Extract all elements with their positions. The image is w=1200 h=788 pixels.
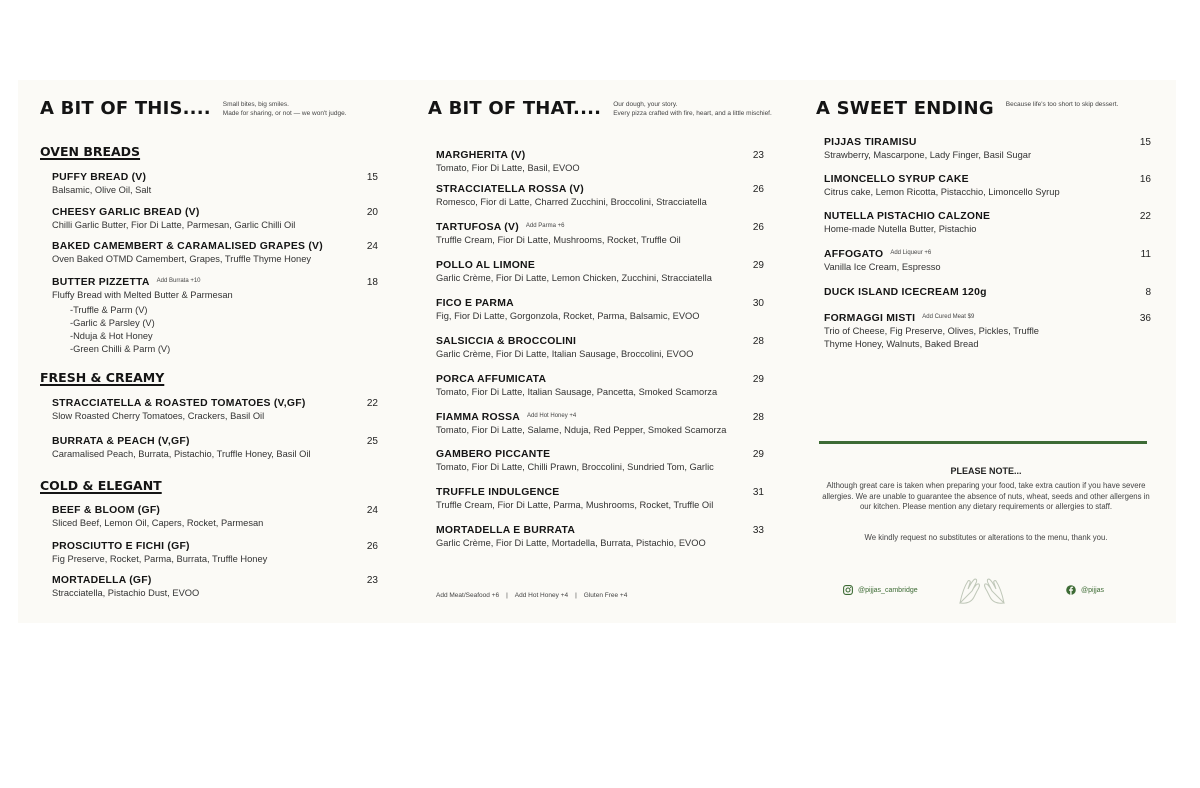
column-tagline: Because life's too short to skip dessert. bbox=[1005, 101, 1119, 108]
facebook-handle[interactable]: @pijjas bbox=[1066, 585, 1104, 595]
item-name: MARGHERITA (V) bbox=[436, 150, 526, 161]
item-price: 16 bbox=[1139, 174, 1151, 185]
item-name: FIAMMA ROSSA bbox=[436, 412, 521, 423]
item-price: 22 bbox=[366, 398, 378, 409]
item-name: LIMONCELLO SYRUP CAKE bbox=[824, 174, 969, 185]
item-price: 23 bbox=[752, 150, 764, 161]
menu-item bbox=[52, 436, 378, 461]
column-header bbox=[816, 98, 1166, 119]
menu-item bbox=[824, 211, 1151, 236]
item-description: Caramalised Peach, Burrata, Pistachio, Truffle Honey, Basil Oil bbox=[52, 449, 311, 459]
column-title: A BIT OF THAT.... bbox=[428, 98, 602, 119]
item-name: TARTUFOSA (V) bbox=[436, 222, 519, 233]
item-price: 18 bbox=[366, 277, 378, 288]
item-name: STRACCIATELLA & ROASTED TOMATOES (V,GF) bbox=[52, 398, 306, 409]
item-name: PORCA AFFUMICATA bbox=[436, 374, 547, 385]
menu-item bbox=[436, 374, 764, 399]
item-description: Garlic Crème, Fior Di Latte, Lemon Chicken, Zucchini, Stracciatella bbox=[436, 273, 712, 283]
item-name: MORTADELLA (GF) bbox=[52, 575, 152, 586]
item-description: Truffle Cream, Fior Di Latte, Parma, Mushrooms, Rocket, Truffle Oil bbox=[436, 500, 714, 510]
item-price: 26 bbox=[366, 541, 378, 552]
item-description: Balsamic, Olive Oil, Salt bbox=[52, 185, 152, 195]
item-description: Vanilla Ice Cream, Espresso bbox=[824, 262, 941, 272]
item-name: BEEF & BLOOM (GF) bbox=[52, 505, 161, 516]
item-name: PUFFY BREAD (V) bbox=[52, 172, 147, 183]
item-description: Truffle Cream, Fior Di Latte, Mushrooms, Rocket, Truffle Oil bbox=[436, 235, 681, 245]
item-description: Chilli Garlic Butter, Fior Di Latte, Parmesan, Garlic Chilli Oil bbox=[52, 220, 296, 230]
item-price: 28 bbox=[752, 412, 764, 423]
menu-item bbox=[52, 575, 378, 600]
item-name: GAMBERO PICCANTE bbox=[436, 449, 551, 460]
menu-item bbox=[824, 287, 1151, 298]
item-price: 23 bbox=[366, 575, 378, 586]
item-name: TRUFFLE INDULGENCE bbox=[436, 487, 560, 498]
allergy-note-title: PLEASE NOTE... bbox=[950, 466, 1022, 476]
item-price: 15 bbox=[366, 172, 378, 183]
menu-item bbox=[436, 184, 764, 209]
item-price: 20 bbox=[366, 207, 378, 218]
item-price: 22 bbox=[1139, 211, 1151, 222]
item-addon: Add Liqueur +6 bbox=[890, 250, 932, 256]
item-addon: Add Hot Honey +4 bbox=[527, 413, 577, 419]
item-price: 11 bbox=[1140, 249, 1151, 260]
menu-item bbox=[52, 172, 378, 197]
item-description: Tomato, Fior Di Latte, Chilli Prawn, Broccolini, Sundried Tom, Garlic bbox=[436, 462, 714, 472]
menu-item bbox=[436, 412, 764, 437]
item-description: Home-made Nutella Butter, Pistachio bbox=[824, 224, 977, 234]
item-description: Fig Preserve, Rocket, Parma, Burrata, Truffle Honey bbox=[52, 554, 268, 564]
column-tagline: Small bites, big smiles. Made for sharing, or not — we won't judge. bbox=[222, 101, 347, 117]
item-description: Romesco, Fior di Latte, Charred Zucchini, Broccolini, Stracciatella bbox=[436, 197, 707, 207]
item-price: 36 bbox=[1139, 313, 1151, 324]
item-name: PIJJAS TIRAMISU bbox=[824, 137, 917, 148]
item-description: Tomato, Fior Di Latte, Italian Sausage, Pancetta, Smoked Scamorza bbox=[436, 387, 718, 397]
item-name: BUTTER PIZZETTA bbox=[52, 277, 150, 288]
column-header bbox=[40, 98, 373, 119]
menu-item bbox=[824, 249, 1151, 274]
menu-item bbox=[436, 150, 764, 175]
menu-item bbox=[52, 398, 378, 423]
item-description: Trio of Cheese, Fig Preserve, Olives, Pickles, Truffle Thyme Honey, Walnuts, Baked Bread bbox=[824, 326, 1039, 349]
item-description: Slow Roasted Cherry Tomatoes, Crackers, Basil Oil bbox=[52, 411, 265, 421]
option: -Truffle & Parm (V) bbox=[70, 304, 148, 315]
item-description: Tomato, Fior Di Latte, Basil, EVOO bbox=[436, 163, 580, 173]
menu-item bbox=[824, 313, 1151, 350]
extras-note: Add Meat/Seafood +6 | Add Hot Honey +4 | Gluten Free +4 bbox=[436, 592, 628, 599]
item-name: STRACCIATELLA ROSSA (V) bbox=[436, 184, 584, 195]
item-description: Sliced Beef, Lemon Oil, Capers, Rocket, Parmesan bbox=[52, 518, 264, 528]
instagram-icon bbox=[843, 585, 853, 595]
item-description: Citrus cake, Lemon Ricotta, Pistacchio, Limoncello Syrup bbox=[824, 187, 1060, 197]
allergy-note-body: Although great care is taken when preparing your food, take extra caution if you have severe allergies. We are unable to guarantee the absence of nuts, wheat, seeds and other allergens in our kitchen. Please mention any dietary requirements or allergies to staff. bbox=[822, 481, 1150, 511]
column-title: A BIT OF THIS.... bbox=[40, 98, 211, 119]
menu-item bbox=[436, 487, 764, 512]
instagram-handle[interactable]: @pijjas_cambridge bbox=[843, 585, 918, 595]
menu-item bbox=[52, 277, 378, 356]
item-price: 24 bbox=[366, 505, 378, 516]
item-name: BAKED CAMEMBERT & CARAMALISED GRAPES (V) bbox=[52, 241, 323, 252]
substitution-note: We kindly request no substitutes or alterations to the menu, thank you. bbox=[864, 533, 1108, 542]
item-price: 33 bbox=[752, 525, 764, 536]
item-price: 31 bbox=[752, 487, 764, 498]
item-description: Tomato, Fior Di Latte, Salame, Nduja, Red Pepper, Smoked Scamorza bbox=[436, 425, 727, 435]
option: -Garlic & Parsley (V) bbox=[70, 317, 155, 328]
section-title-oven-breads: OVEN BREADS bbox=[40, 144, 141, 159]
item-price: 29 bbox=[752, 449, 764, 460]
item-price: 29 bbox=[752, 374, 764, 385]
option: -Nduja & Hot Honey bbox=[70, 330, 153, 341]
item-name: NUTELLA PISTACHIO CALZONE bbox=[824, 211, 991, 222]
item-price: 26 bbox=[752, 184, 764, 195]
item-name: CHEESY GARLIC BREAD (V) bbox=[52, 207, 200, 218]
menu-item bbox=[824, 174, 1151, 199]
item-price: 25 bbox=[366, 436, 378, 447]
item-name: MORTADELLA E BURRATA bbox=[436, 525, 576, 536]
section-divider bbox=[819, 441, 1147, 444]
item-description: Fluffy Bread with Melted Butter & Parmesan bbox=[52, 290, 233, 300]
item-price: 30 bbox=[752, 298, 764, 309]
menu-item bbox=[436, 260, 764, 285]
menu-item bbox=[436, 298, 764, 323]
menu-item bbox=[52, 541, 378, 566]
column-title: A SWEET ENDING bbox=[816, 98, 994, 119]
item-description: Fig, Fior Di Latte, Gorgonzola, Rocket, Parma, Balsamic, EVOO bbox=[436, 311, 700, 321]
section-title-cold-elegant: COLD & ELEGANT bbox=[40, 478, 162, 493]
item-price: 28 bbox=[752, 336, 764, 347]
item-name: PROSCIUTTO E FICHI (GF) bbox=[52, 541, 190, 552]
item-addon: Add Parma +6 bbox=[525, 223, 565, 229]
menu-item bbox=[436, 336, 764, 361]
hands-logo-icon bbox=[956, 575, 1008, 607]
menu-item bbox=[52, 207, 378, 232]
item-description: Garlic Crème, Fior Di Latte, Italian Sausage, Broccolini, EVOO bbox=[436, 349, 694, 359]
item-addon: Add Cured Meat $9 bbox=[922, 314, 975, 320]
column-tagline: Our dough, your story. Every pizza crafted with fire, heart, and a little mischief. bbox=[613, 101, 772, 117]
menu-item bbox=[436, 525, 764, 550]
item-description: Garlic Crème, Fior Di Latte, Mortadella, Burrata, Pistachio, EVOO bbox=[436, 538, 706, 548]
item-price: 15 bbox=[1139, 137, 1151, 148]
item-name: POLLO AL LIMONE bbox=[436, 260, 535, 271]
menu-item bbox=[824, 137, 1151, 162]
column-header bbox=[428, 98, 783, 119]
item-name: BURRATA & PEACH (V,GF) bbox=[52, 436, 190, 447]
item-name: FORMAGGI MISTI bbox=[824, 313, 916, 324]
section-title-fresh-creamy: FRESH & CREAMY bbox=[40, 370, 165, 385]
option: -Green Chilli & Parm (V) bbox=[70, 343, 171, 354]
item-price: 29 bbox=[752, 260, 764, 271]
item-options bbox=[52, 304, 378, 356]
item-name: SALSICCIA & BROCCOLINI bbox=[436, 336, 577, 347]
item-name: AFFOGATO bbox=[824, 249, 884, 260]
item-price: 24 bbox=[366, 241, 378, 252]
menu-sheet bbox=[18, 80, 1176, 623]
item-name: FICO E PARMA bbox=[436, 298, 514, 309]
facebook-icon bbox=[1066, 585, 1076, 595]
item-name: DUCK ISLAND ICECREAM 120g bbox=[824, 287, 987, 298]
item-price: 26 bbox=[752, 222, 764, 233]
menu-item bbox=[52, 241, 378, 266]
item-addon: Add Burrata +10 bbox=[156, 278, 201, 284]
item-description: Strawberry, Mascarpone, Lady Finger, Basil Sugar bbox=[824, 150, 1032, 160]
menu-item bbox=[436, 449, 764, 474]
item-description: Oven Baked OTMD Camembert, Grapes, Truffle Thyme Honey bbox=[52, 254, 312, 264]
menu-item bbox=[436, 222, 764, 247]
item-price: 8 bbox=[1145, 287, 1151, 298]
item-description: Stracciatella, Pistachio Dust, EVOO bbox=[52, 588, 200, 598]
menu-item bbox=[52, 505, 378, 530]
